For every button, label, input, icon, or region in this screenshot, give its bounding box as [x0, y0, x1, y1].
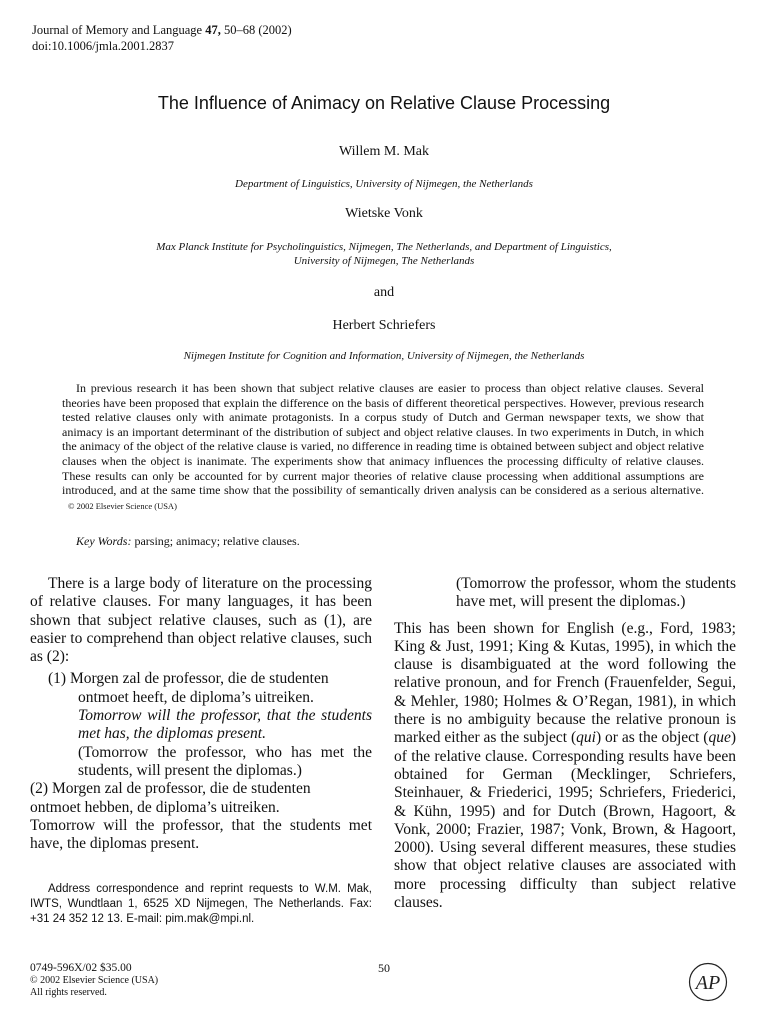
body-qui: qui — [576, 729, 596, 747]
example-1 — [30, 670, 372, 780]
keywords-list: parsing; animacy; relative clauses. — [131, 534, 300, 548]
example-2-gloss: Tomorrow will the professor, that the students met have, the diplomas present. — [30, 816, 372, 853]
author-2-name: Wietske Vonk — [345, 206, 423, 221]
example-1-dutch-b: ontmoet heeft, de diploma’s uitreiken. — [78, 688, 314, 706]
right-column — [394, 575, 736, 912]
author-2-affiliation-line1: Max Planck Institute for Psycholinguistics, Nijmegen, The Netherlands, and Department of Linguistics, — [156, 241, 612, 253]
journal-doi: doi:10.1006/jmla.2001.2837 — [32, 39, 175, 53]
footer-code: 0749-596X/02 $35.00 — [30, 962, 132, 974]
elsevier-ap-logo-icon — [688, 962, 728, 1002]
body-text-mid: ) or as the object ( — [595, 729, 709, 747]
abstract-copyright: © 2002 Elsevier Science (USA) — [68, 500, 177, 511]
example-1-gloss: Tomorrow will the professor, that the students met has, the diplomas present. — [78, 707, 372, 743]
abstract — [62, 381, 704, 513]
example-2-dutch-b: ontmoet hebben, de diploma’s uitreiken. — [30, 798, 280, 816]
author-2-affiliation-line2: University of Nijmegen, The Netherlands — [293, 255, 475, 267]
example-2-dutch-a: (2) Morgen zal de professor, die de studenten — [30, 780, 311, 798]
keywords-label: Key Words: — [76, 534, 132, 548]
example-2 — [30, 780, 372, 853]
logo-text: AP — [695, 972, 721, 994]
keywords — [76, 534, 300, 549]
journal-pages: 50–68 (2002) — [223, 23, 292, 37]
body-text-end: ) of the relative clause. Corresponding results have been obtained for German (Mecklinger, Schriefers, Steinhauer, & Friederici, 1995; Schriefers, Friederici, & Kühn, 1995) and for Dutch (Brown, Hagoort, & Vonk, 2000; Frazier, 1987; Vonk, Brown, & Hagoort, 2000). Using several different measures, these studies show that object relative clauses are associated with more processing difficulty than subject relative clauses. — [394, 729, 736, 912]
footnote-text: Address correspondence and reprint requests to W.M. Mak, IWTS, Wundtlaan 1, 6525 XD Nijmegen, The Netherlands. Fax: +31 24 352 12 13. E-mail: pim.mak@mpi.nl. — [30, 883, 372, 925]
paper-title: The Influence of Animacy on Relative Clause Processing — [157, 93, 611, 113]
correspondence-footnote — [30, 882, 372, 927]
example-1-translation: (Tomorrow the professor, who has met the students, will present the diplomas.) — [78, 743, 372, 779]
intro-paragraph: There is a large body of literature on the processing of relative clauses. For many languages, it has been shown that subject relative clauses, such as (1), are easier to comprehend than object relative clauses, such as (2): — [30, 575, 372, 666]
journal-header — [32, 22, 292, 54]
example-2-translation: (Tomorrow the professor, whom the students have met, will present the diplomas.) — [456, 575, 736, 611]
page-number: 50 — [378, 961, 390, 975]
example-1-dutch-a: (1) Morgen zal de professor, die de studenten — [48, 670, 329, 688]
footer-rights: All rights reserved. — [30, 987, 107, 998]
author-3-affiliation: Nijmegen Institute for Cognition and Information, University of Nijmegen, the Netherlands — [183, 350, 585, 362]
author-and: and — [373, 285, 395, 300]
journal-name: Journal of Memory and Language — [32, 23, 203, 37]
author-2-affiliation — [60, 240, 708, 268]
author-1-name: Willem M. Mak — [338, 144, 430, 159]
left-column — [30, 575, 372, 853]
body-text: This has been shown for English (e.g., Ford, 1983; King & Just, 1991; King & Kutas, 1995), in which the clause is disambiguated at the word following the relative pronoun, and for French (Frauenfelder, Segui, & Mehler, 1980; Holmes & O’Regan, 1981), in which there is no ambiguity because the relative pronoun is marked either as the subject ( — [394, 619, 736, 747]
author-3-name: Herbert Schriefers — [332, 318, 436, 333]
journal-volume: 47, — [205, 23, 221, 37]
author-1-affiliation: Department of Linguistics, University of Nijmegen, the Netherlands — [235, 178, 533, 190]
body-que: que — [708, 729, 731, 747]
abstract-text: In previous research it has been shown that subject relative clauses are easier to process than object relative clauses. Several theories have been proposed that explain the difference on the basis of different theoretical perspectives. However, previous research tested relative clauses only with animate protagonists. In a corpus study of Dutch and German newspaper texts, we show that animacy is an important determinant of the distribution of subject and object relative clauses. In two experiments in Dutch, in which the animacy of the object of the relative clause is varied, no difference in reading time is obtained between subject and object relative clauses when the object is inanimate. The experiments show that animacy influences the processing difficulty of relative clauses. These results can only be accounted for by current major theories of relative clause processing when additional assumptions are introduced, and at the same time show that the possibility of semantically driven analysis can be considered as a serious alternative. — [62, 381, 704, 498]
body-paragraph — [394, 620, 736, 913]
footer-copyright: © 2002 Elsevier Science (USA) — [30, 975, 159, 986]
